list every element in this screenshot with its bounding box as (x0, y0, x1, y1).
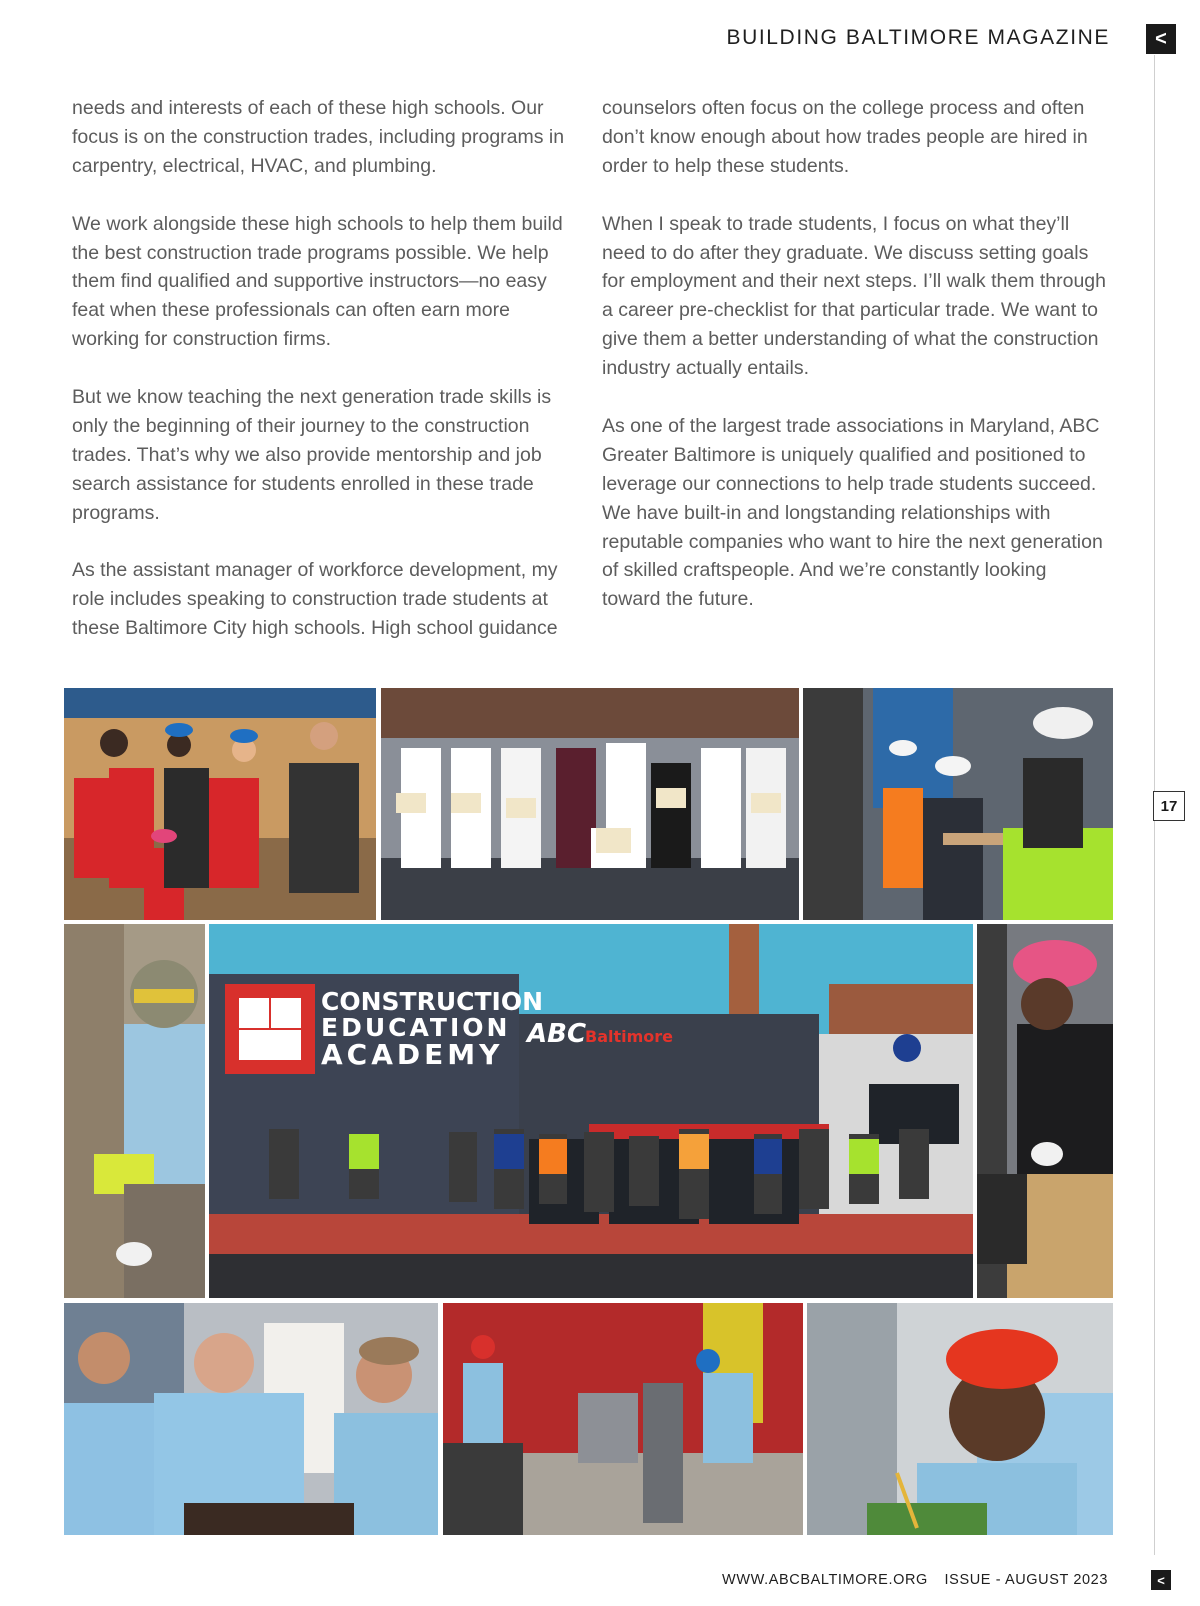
hvac-workshop-photo (443, 1303, 803, 1535)
article-left-column (72, 94, 577, 672)
paragraph: But we know teaching the next generation trade skills is only the beginning of their journey to the construction trades. That’s why we also provide mentorship and job search assistance for students enrolled in these trade programs. (72, 386, 552, 524)
page-footer (722, 1572, 1108, 1588)
sign-abc: ABC (527, 1019, 587, 1049)
student-pink-hardhat-photo (977, 924, 1113, 1298)
paragraph: We work alongside these high schools to help them build the best construction trade programs possible. We help them find qualified and supportive instructors—no easy feat when these professionals can often earn more working for construction firms. (72, 212, 563, 351)
paragraph: needs and interests of each of these high schools. Our focus is on the construction trades, including programs in carpentry, electrical, HVAC, and plumbing. (72, 97, 565, 177)
paragraph: counselors often focus on the college process and often don’t know enough about how trades people are hired in order to help these students. (602, 97, 1088, 177)
sign-academy: ACADEMY (321, 1038, 504, 1071)
construction-education-academy-photo (209, 924, 973, 1298)
students-hardhats-photo (64, 688, 376, 920)
back-button[interactable] (1146, 24, 1176, 54)
paragraph: When I speak to trade students, I focus on what they’ll need to do after they graduate. We discuss setting goals for employment and their next steps. I’ll walk them through a career pre-checklist for that particular trade. We want to give them a better understanding of what the construction industry actually entails. (602, 212, 1106, 380)
footer-issue: ISSUE - AUGUST 2023 (944, 1572, 1108, 1588)
page-number: 17 (1153, 791, 1185, 821)
paragraph: As one of the largest trade associations in Maryland, ABC Greater Baltimore is uniquely qualified and positioned to leverage our connections to help trade students succeed. We have built-in and longstanding relationships with reputable companies who want to hire the next generation of skilled craftspeople. And we’re constantly looking toward the future. (602, 414, 1103, 611)
chevron-left-icon: < (1155, 27, 1167, 50)
instructor-woodwork-photo (803, 688, 1113, 920)
sign-baltimore: Baltimore (585, 1027, 674, 1046)
footer-website: WWW.ABCBALTIMORE.ORG (722, 1572, 928, 1588)
students-discussion-photo (64, 1303, 438, 1535)
sign-education: EDUCATION (321, 1013, 511, 1042)
footer-back-button[interactable] (1151, 1570, 1171, 1590)
graduates-certificates-photo (381, 688, 799, 920)
worker-drywall-photo (64, 924, 205, 1298)
chevron-left-icon: < (1157, 1572, 1165, 1588)
student-red-hardhat-photo (807, 1303, 1113, 1535)
sign-construction: CONSTRUCTION (321, 987, 544, 1016)
paragraph: As the assistant manager of workforce development, my role includes speaking to construction trade students at these Baltimore City high schools. High school guidance (72, 559, 558, 640)
magazine-title: BUILDING BALTIMORE MAGAZINE (726, 26, 1110, 49)
article-right-column (602, 94, 1107, 643)
